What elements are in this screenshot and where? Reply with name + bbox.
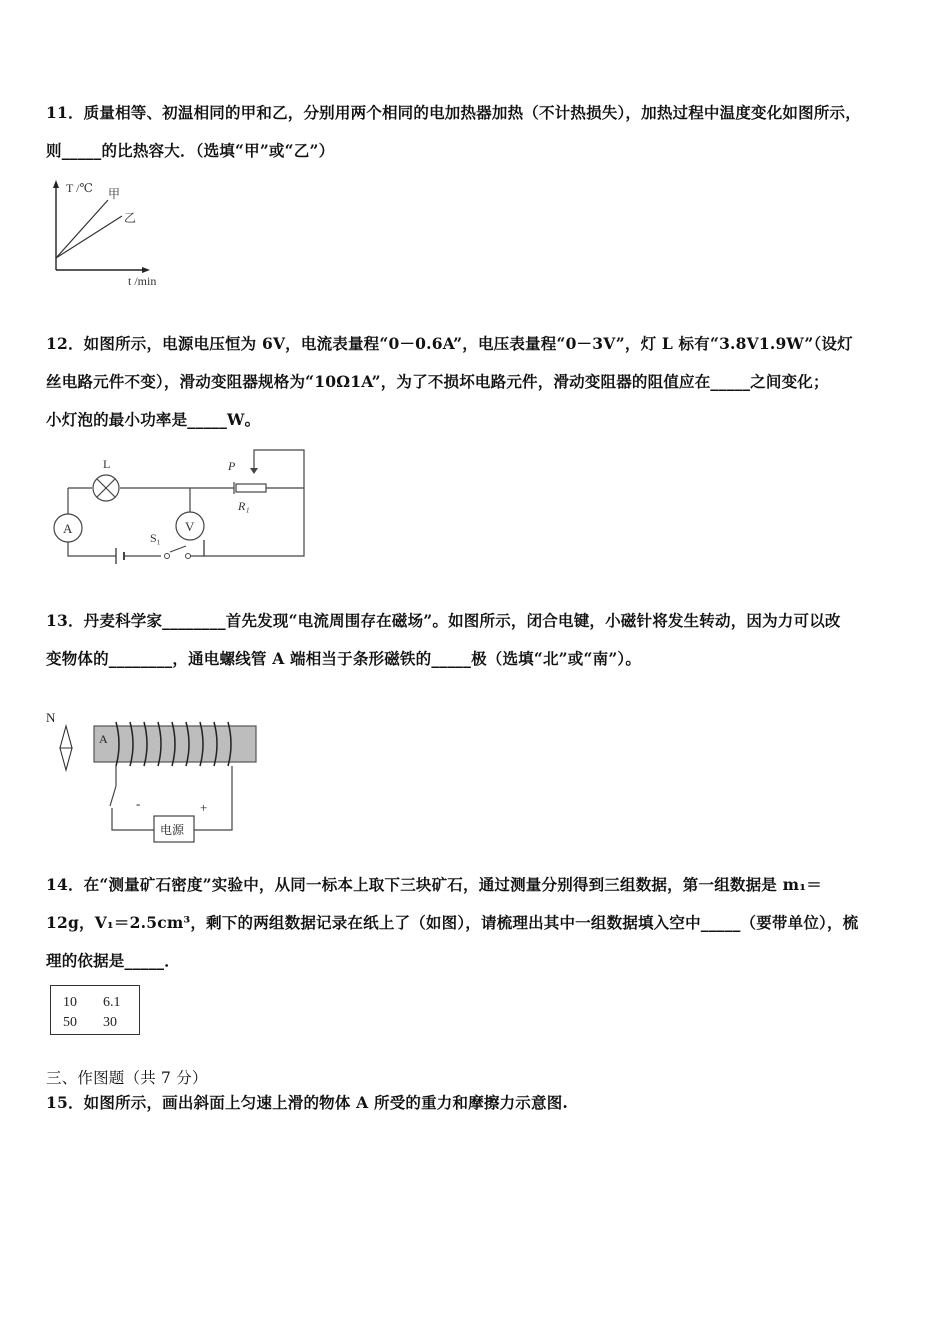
y-axis-arrow — [53, 180, 59, 188]
q14-line-2: 12g，V₁＝2.5cm³，剩下的两组数据记录在纸上了（如图），请梳理出其中一组数据填入空中_____（要带单位），梳 — [46, 913, 859, 932]
plus-label: + — [200, 800, 208, 815]
q14-line-3: 理的依据是_____． — [46, 951, 180, 970]
slider-arrow-icon — [250, 468, 258, 474]
slider-label: P — [228, 459, 236, 473]
table-cell: 10 — [63, 995, 77, 1010]
y-axis-label: T /℃ — [66, 181, 93, 195]
wire-left-lower — [68, 542, 116, 556]
compass-needle-south — [60, 748, 72, 770]
ammeter-label: A — [63, 521, 73, 536]
q12-line-3: 小灯泡的最小功率是_____W。 — [46, 410, 261, 429]
switch-blade — [170, 546, 186, 552]
q11-line-1: 11．质量相等、初温相同的甲和乙，分别用两个相同的电加热器加热（不计热损失），加热过程中温度变化如图所示， — [46, 103, 861, 122]
q11-line-2: 则_____的比热容大．（选填“甲”或“乙”） — [46, 141, 335, 160]
power-source-label: 电源 — [160, 823, 185, 837]
lamp-label: L — [103, 457, 111, 471]
rheostat-label: R₁ — [238, 499, 250, 513]
end-a-label: A — [99, 732, 108, 746]
label-yi: 乙 — [124, 211, 137, 225]
q12-line-1: 12．如图所示，电源电压恒为 6V，电流表量程“0－0.6A”，电压表量程“0－3V”，灯 L 标有“3.8V1.9W”（设灯 — [46, 334, 853, 353]
solenoid-figure — [44, 708, 264, 848]
compass-needle-north — [60, 726, 72, 748]
voltmeter-label: V — [185, 519, 195, 534]
line-jia — [56, 200, 108, 258]
label-jia: 甲 — [108, 187, 121, 201]
wire-right-loop — [204, 450, 304, 556]
line-yi — [56, 216, 122, 258]
wire-right — [194, 766, 232, 830]
x-axis-arrow — [142, 267, 150, 273]
switch-label: S₁ — [150, 531, 161, 545]
q14-line-1: 14．在“测量矿石密度”实验中，从同一标本上取下三块矿石，通过测量分别得到三组数据，第一组数据是 m₁＝ — [46, 875, 822, 894]
switch-contact-right — [186, 554, 191, 559]
wire-switch-voltmeter — [188, 540, 204, 556]
temperature-time-graph — [44, 178, 184, 293]
q15-line-1: 15．如图所示，画出斜面上匀速上滑的物体 A 所受的重力和摩擦力示意图. — [46, 1093, 568, 1112]
minus-label: - — [136, 796, 141, 811]
section-title: 三、作图题（共 7 分） — [46, 1069, 208, 1087]
switch-contact-left — [165, 554, 170, 559]
q12-line-2: 丝电路元件不变），滑动变阻器规格为“10Ω1A”，为了不损坏电路元件，滑动变阻器的阻值应在_____之间变化； — [46, 372, 829, 391]
x-axis-label: t /min — [128, 274, 157, 288]
north-label: N — [46, 710, 56, 725]
circuit-diagram — [46, 448, 310, 566]
wire-left-bottom — [112, 808, 154, 830]
q13-line-1: 13．丹麦科学家________首先发现“电流周围存在磁场”。如图所示，闭合电键，小磁针将发生转动，因为力可以改 — [46, 611, 841, 630]
table-cell: 6.1 — [103, 995, 121, 1010]
table-cell: 30 — [103, 1015, 117, 1030]
switch-blade — [110, 786, 116, 806]
rheostat-body — [236, 484, 266, 492]
q13-line-2: 变物体的________，通电螺线管 A 端相当于条形磁铁的_____极（选填“北”或“南”）。 — [46, 649, 642, 668]
data-note-table — [50, 985, 140, 1035]
table-cell: 50 — [63, 1015, 77, 1030]
